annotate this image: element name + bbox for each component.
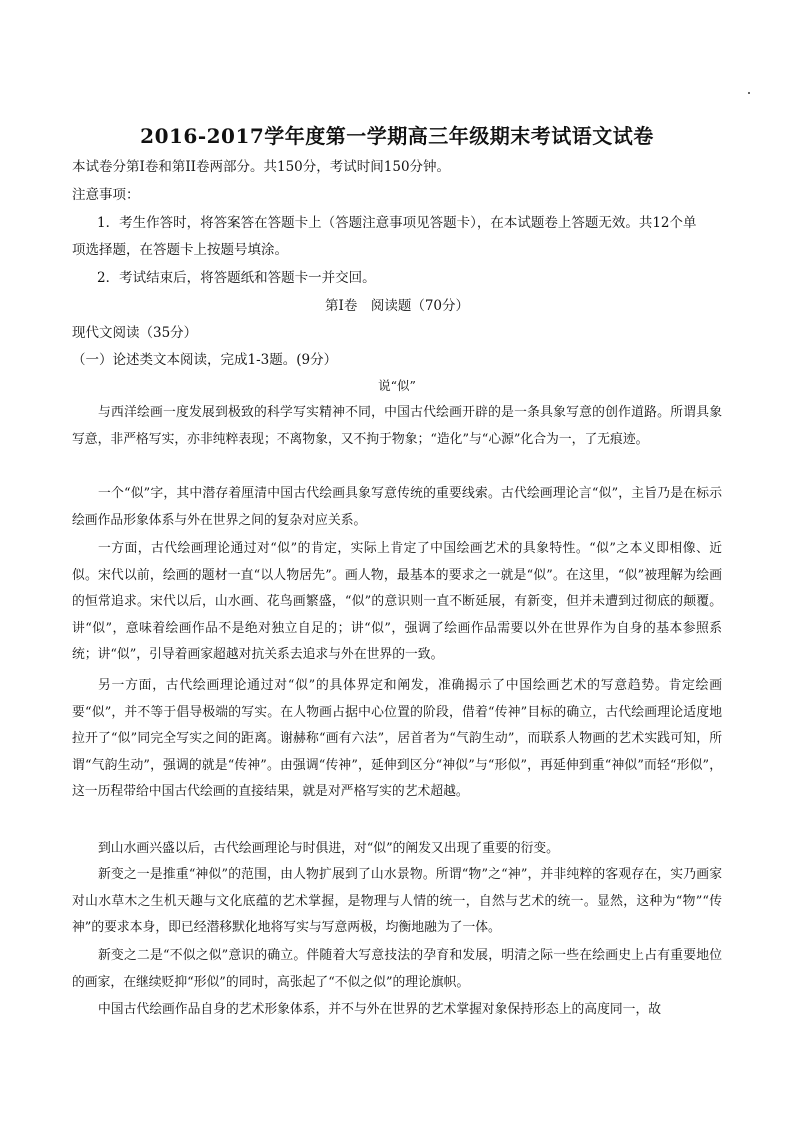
notice-item-2: 2．考试结束后，将答题纸和答题卡一并交回。 bbox=[97, 270, 376, 286]
modern-reading-heading: 现代文阅读（35分） bbox=[72, 325, 198, 341]
notice-item-1: 1．考生作答时，将答案答在答题卡上（答题注意事项见答题卡），在本试题卷上答题无效。共12个单 bbox=[97, 215, 697, 231]
essay-paragraph: 另一方面，古代绘画理论通过对“似”的具体界定和阐发，准确揭示了中国绘画艺术的写意趋势。肯定绘画要“似”，并不等于倡导极端的写实。在人物画占据中心位置的阶段，借着“传神”目标的确立，古代绘画理论适度地拉开了“似”同完全写实之间的距离。谢赫称“画有六法”，居首者为“气韵生动”，而联系人物画的艺术实践可知，所谓“气韵生动”，强调的就是“传神”。由强调“传神”，延伸到区分“神似”与“形似”，再延伸到重“神似”而轻“形似”，这一历程带给中国古代绘画的直接结果，就是对严格写实的艺术超越。 bbox=[72, 678, 722, 799]
exam-intro: 本试卷分第I卷和第II卷两部分。共150分，考试时间150分钟。 bbox=[72, 159, 451, 175]
section-heading: 第I卷 阅读题（70分） bbox=[324, 298, 469, 314]
essay-paragraph: 到山水画兴盛以后，古代绘画理论与时俱进，对“似”的阐发又出现了重要的衍变。 bbox=[98, 841, 559, 856]
subsection-heading: （一）论述类文本阅读，完成1-3题。(9分） bbox=[72, 352, 338, 368]
essay-paragraph: 一方面，古代绘画理论通过对“似”的肯定，实际上肯定了中国绘画艺术的具象特性。“似”之本义即相像、近似。宋代以前，绘画的题材一直“以人物居先”。画人物，最基本的要求之一就是“似”。在这里，“似”被理解为绘画的恒常追求。宋代以后，山水画、花鸟画繁盛，“似”的意识则一直不断延展，有新变，但并未遭到过彻底的颠覆。讲“似”，意味着绘画作品不是绝对独立自足的；讲“似”，强调了绘画作品需要以外在世界作为自身的基本参照系统；讲“似”，引导着画家超越对抗关系去追求与外在世界的一致。 bbox=[72, 541, 722, 662]
essay-title: 说“似” bbox=[378, 378, 416, 393]
essay-paragraph: 与西洋绘画一度发展到极致的科学写实精神不同，中国古代绘画开辟的是一条具象写意的创作道路。所谓具象写意，非严格写实，亦非纯粹表现；不离物象，又不拘于物象；“造化”与“心源”化合为一，了无痕迹。 bbox=[72, 405, 722, 447]
essay-paragraph: 一个“似”字，其中潜存着厘清中国古代绘画具象写意传统的重要线索。古代绘画理论言“似”，主旨乃是在标示绘画作品形象体系与外在世界之间的复杂对应关系。 bbox=[72, 486, 722, 528]
essay-paragraph: 新变之一是推重“神似”的范围，由人物扩展到了山水景物。所谓“物”之“神”，并非纯粹的客观存在，实乃画家对山水草木之生机天趣与文化底蕴的艺术掌握，是物理与人情的统一，自然与艺术的统一。显然，这种为“物”“传神”的要求本身，即已经潜移默化地将写实与写意两极，均衡地融为了一体。 bbox=[72, 867, 722, 935]
essay-paragraph: 新变之二是“不似之似”意识的确立。伴随着大写意技法的孕育和发展，明清之际一些在绘画史上占有重要地位的画家，在继续贬抑“形似”的同时，高张起了“不似之似”的理论旗帜。 bbox=[72, 948, 722, 990]
notice-item-1-cont: 项选择题，在答题卡上按题号填涂。 bbox=[72, 242, 288, 258]
notice-label: 注意事项： bbox=[72, 187, 140, 203]
scan-dot bbox=[748, 92, 750, 94]
exam-title: 2016-2017学年度第一学期高三年级期末考试语文试卷 bbox=[140, 124, 654, 148]
essay-paragraph: 中国古代绘画作品自身的艺术形象体系，并不与外在世界的艺术掌握对象保持形态上的高度同一，故 bbox=[98, 1002, 662, 1017]
